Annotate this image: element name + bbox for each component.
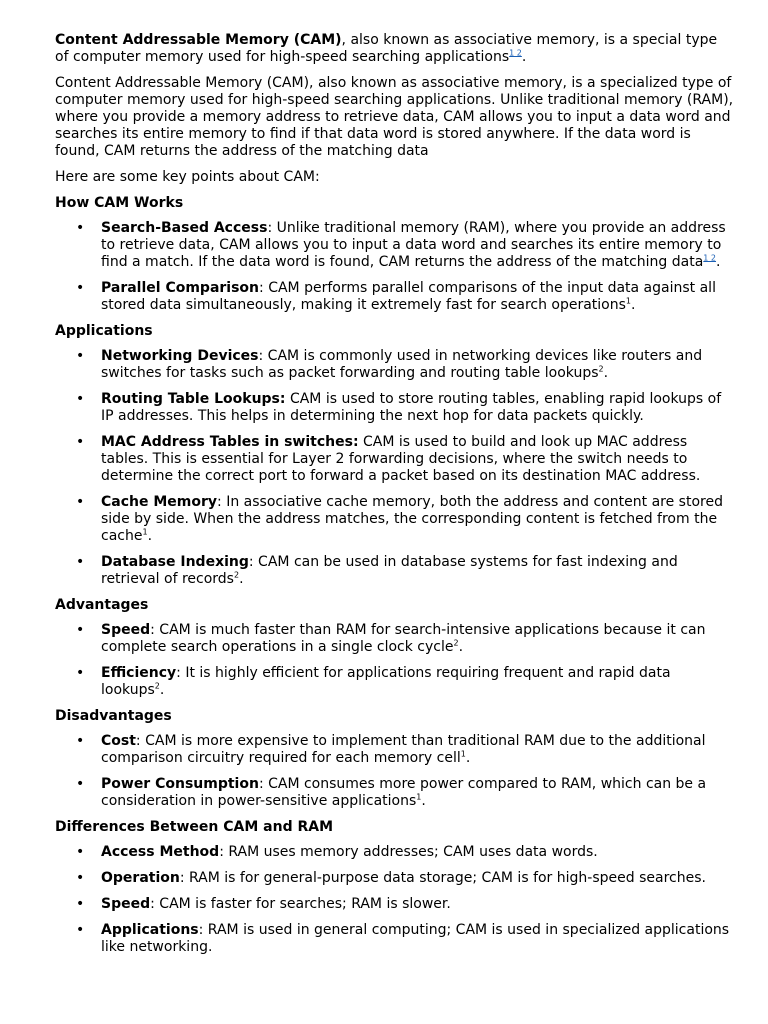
item-term: Speed xyxy=(101,622,151,638)
item-text: : RAM is for general-purpose data storage; CAM is for high-speed searches. xyxy=(179,870,706,886)
list-item xyxy=(55,622,735,656)
list-item xyxy=(55,776,735,810)
list-item xyxy=(55,922,735,956)
citation-superscript: 1 xyxy=(142,527,148,537)
section-heading: Differences Between CAM and RAM xyxy=(55,819,334,835)
item-end: . xyxy=(147,528,153,544)
list-item xyxy=(55,844,735,861)
item-text: : RAM uses memory addresses; CAM uses data words. xyxy=(219,844,598,860)
item-text: : CAM is much faster than RAM for search-intensive applications because it can complete search operations in a single clock cycle xyxy=(101,622,706,655)
list-item xyxy=(55,280,735,314)
item-text: : CAM performs parallel comparisons of the input data against all stored data simultaneously, making it extremely fast for search operations xyxy=(101,280,716,313)
list-item xyxy=(55,733,735,767)
document-body xyxy=(55,32,735,965)
citation-superscript: 1 xyxy=(460,749,466,759)
citation-superscript: 1 xyxy=(625,296,632,306)
list-item xyxy=(55,870,735,887)
citation-superscript: 2 xyxy=(598,364,604,374)
intro-paragraph xyxy=(55,32,735,66)
item-term: Search-Based Access xyxy=(101,220,268,236)
item-end: . xyxy=(159,682,165,698)
item-text: : Unlike traditional memory (RAM), where you provide an address to retrieve data, CAM allows you to input a data word and searches its entire memory to find a match. If the data word is found, CAM returns the address of the matching data xyxy=(101,220,726,270)
item-text: : CAM consumes more power compared to RAM, which can be a consideration in power-sensitive applications xyxy=(101,776,707,809)
item-term: Access Method xyxy=(101,844,220,860)
item-term: MAC Address Tables in switches: xyxy=(101,434,359,450)
intro-term: Content Addressable Memory (CAM) xyxy=(55,32,342,48)
citation-superscript: 2 xyxy=(233,570,240,580)
item-term: Database Indexing xyxy=(101,554,249,570)
item-text: : In associative cache memory, both the address and content are stored side by side. When the address matches, the corresponding content is fetched from the cache xyxy=(101,494,723,544)
definition-paragraph: Content Addressable Memory (CAM), also known as associative memory, is a specialized type of computer memory used for high-speed searching applications. Unlike traditional memory (RAM), where you provide a memory address to retrieve data, CAM allows you to input a data word and searches its entire memory to find if that data word is stored anywhere. If the data word is found, CAM returns the address of the matching data xyxy=(55,75,734,159)
list-item xyxy=(55,348,735,382)
list-item xyxy=(55,391,735,425)
item-term: Operation xyxy=(101,870,180,886)
list-item xyxy=(55,434,735,485)
list-item xyxy=(55,665,735,699)
item-end: . xyxy=(239,571,244,587)
item-term: Speed xyxy=(101,896,151,912)
item-end: . xyxy=(458,639,464,655)
key-points-intro: Here are some key points about CAM: xyxy=(55,169,320,185)
sections-container xyxy=(55,195,735,956)
intro-end: . xyxy=(521,49,527,65)
item-text: : RAM is used in general computing; CAM is used in specialized applications like networking. xyxy=(101,922,730,955)
item-term: Parallel Comparison xyxy=(101,280,260,296)
bullet-list xyxy=(55,348,735,588)
section-heading: How CAM Works xyxy=(55,195,184,211)
item-term: Cache Memory xyxy=(101,494,218,510)
item-term: Cost xyxy=(101,733,136,749)
item-term: Routing Table Lookups: xyxy=(101,391,286,407)
item-end: . xyxy=(631,297,636,313)
item-text: : CAM can be used in database systems for fast indexing and retrieval of records xyxy=(101,554,678,587)
citation-superscript: 2 xyxy=(154,681,160,691)
item-end: . xyxy=(603,365,609,381)
item-text: : CAM is faster for searches; RAM is slower. xyxy=(150,896,451,912)
item-term: Efficiency xyxy=(101,665,177,681)
list-item xyxy=(55,554,735,588)
intro-text: , also known as associative memory, is a special type of computer memory used for high-speed searching applications xyxy=(55,32,718,65)
item-term: Applications xyxy=(101,922,199,938)
item-term: Networking Devices xyxy=(101,348,259,364)
citation-link[interactable]: 1 2 xyxy=(509,48,522,58)
item-text: CAM is used to build and look up MAC address tables. This is essential for Layer 2 forwarding decisions, where the switch needs to determine the correct port to forward a packet based on its destination MAC address. xyxy=(101,434,701,484)
item-end: . xyxy=(465,750,471,766)
item-end: . xyxy=(421,793,426,809)
section-heading: Applications xyxy=(55,323,153,339)
bullet-list xyxy=(55,220,735,314)
list-item xyxy=(55,494,735,545)
bullet-list xyxy=(55,622,735,699)
item-text: CAM is used to store routing tables, enabling rapid lookups of IP addresses. This helps in determining the next hop for data packets quickly. xyxy=(101,391,722,424)
bullet-list xyxy=(55,844,735,956)
item-text: : CAM is commonly used in networking devices like routers and switches for tasks such as packet forwarding and routing table lookups xyxy=(101,348,703,381)
item-term: Power Consumption xyxy=(101,776,259,792)
citation-superscript[interactable]: 1 2 xyxy=(703,253,717,263)
citation-superscript: 2 xyxy=(453,638,459,648)
section-heading: Advantages xyxy=(55,597,149,613)
item-text: : CAM is more expensive to implement than traditional RAM due to the additional comparison circuitry required for each memory cell xyxy=(101,733,706,766)
citation-superscript: 1 xyxy=(416,792,422,802)
list-item xyxy=(55,220,735,271)
bullet-list xyxy=(55,733,735,810)
item-end: . xyxy=(716,254,721,270)
list-item xyxy=(55,896,735,913)
section-heading: Disadvantages xyxy=(55,708,172,724)
item-text: : It is highly efficient for applications requiring frequent and rapid data lookups xyxy=(101,665,671,698)
